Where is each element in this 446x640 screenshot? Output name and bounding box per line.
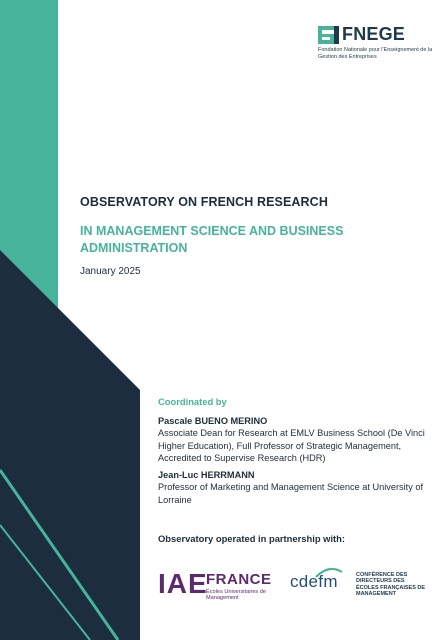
publication-date: January 2025 xyxy=(80,266,141,277)
iae-logo-word: FRANCE xyxy=(206,571,272,588)
iae-logo-letters: IAE xyxy=(158,568,208,599)
coordinator-name: Pascale BUENO MERINO xyxy=(158,415,268,426)
fnege-logo xyxy=(318,24,440,60)
coordinator-item xyxy=(158,415,438,465)
coordinators-section xyxy=(158,396,438,510)
coordinator-item xyxy=(158,469,438,507)
coordinator-role: Professor of Marketing and Management Science at University of Lorraine xyxy=(158,482,424,505)
cdefm-logo-word: cdefm xyxy=(290,572,338,591)
fnege-logo-word: FNEGE xyxy=(342,24,406,44)
coordinator-name: Jean-Luc HERRMANN xyxy=(158,469,255,480)
cdefm-logo-subtitle: CONFÉRENCE DES DIRECTEURS DES ÉCOLES FRANÇAISES DE MANAGEMENT xyxy=(356,572,426,598)
fnege-emblem-icon xyxy=(318,26,340,44)
iae-france-logo xyxy=(158,569,276,607)
coordinators-heading: Coordinated by xyxy=(158,396,227,407)
page-title: OBSERVATORY ON FRENCH RESEARCH xyxy=(80,195,328,209)
fnege-logo-subtitle: Fondation Nationale pour l'Enseignement de la Gestion des Entreprises xyxy=(318,47,433,60)
coordinator-role: Associate Dean for Research at EMLV Business School (De Vinci Higher Education), Full Professor of Strategic Management, Accredited to Supervise Research (HDR) xyxy=(158,428,425,463)
iae-logo-subtitle: Écoles Universitaires de Management xyxy=(206,589,267,602)
cdefm-logo xyxy=(290,566,430,606)
page-subtitle: IN MANAGEMENT SCIENCE AND BUSINESS ADMINISTRATION xyxy=(80,224,344,255)
partnership-heading: Observatory operated in partnership with: xyxy=(158,533,346,544)
